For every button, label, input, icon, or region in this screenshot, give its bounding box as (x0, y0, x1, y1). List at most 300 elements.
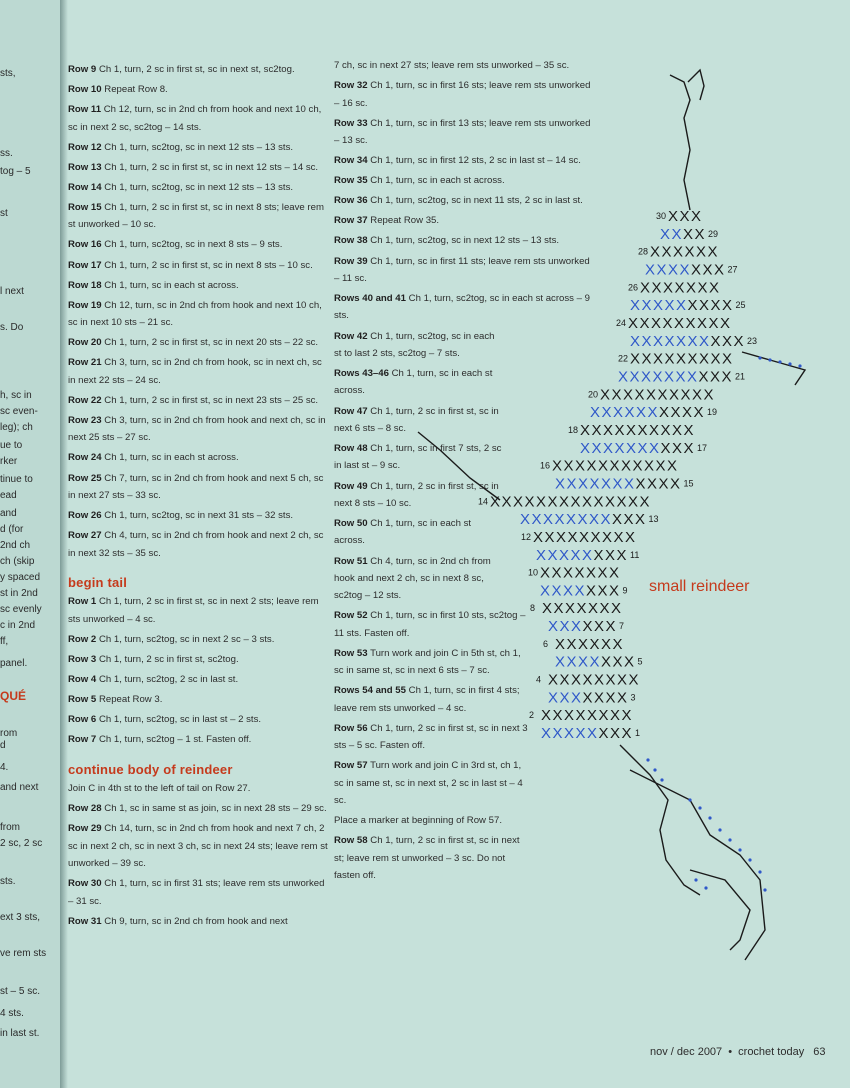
row-label: Row 9 (68, 64, 97, 75)
stitch-mark: X (623, 386, 634, 404)
stitch-mark: X (637, 421, 648, 439)
stitch-mark: X (601, 653, 612, 671)
prev-page-fragment: h, sc in (0, 390, 32, 401)
stitch-mark: X (664, 332, 675, 350)
stitch-mark: X (651, 315, 662, 333)
stitch-mark: X (578, 653, 589, 671)
stitch-mark: X (552, 725, 563, 742)
stitch-mark: X (591, 421, 602, 439)
stitch-mark: X (580, 421, 591, 439)
stitch-mark: X (714, 261, 725, 279)
chain-dot (748, 858, 751, 861)
stitch-mark: X (563, 457, 574, 475)
stitch-mark: X (722, 297, 733, 315)
chain-dot (768, 358, 771, 361)
row-label: Rows 40 and 41 (334, 293, 406, 305)
stitch-mark: X (618, 368, 629, 386)
row-text: Ch 1, turn, sc in first 7 sts, 2 sc in last st – 9 sc. (334, 443, 502, 472)
row-label: Row 11 (68, 104, 102, 116)
stitch-mark: X (628, 315, 639, 333)
prev-page-fragment: from (0, 822, 20, 833)
stitch-mark: X (531, 511, 542, 529)
stitch-mark: X (570, 546, 581, 564)
stitch-mark: X (611, 386, 622, 404)
stitch-mark: X (653, 297, 664, 315)
row-label: Row 3 (68, 653, 97, 665)
prev-page-fragment: rom (0, 728, 18, 739)
row-label: Row 47 (334, 405, 368, 417)
row-number-label: 4 (536, 674, 542, 685)
stitch-mark: X (582, 689, 593, 707)
stitch-mark: X (650, 243, 661, 261)
stitch-mark: X (605, 671, 616, 689)
row-text: Ch 1, turn, 2 sc in first st, sc in next st; leave rem st unworked – 3 sc. Do not fasten off. (334, 835, 520, 882)
stitch-mark: X (679, 261, 690, 279)
prev-page-fragment: d (0, 740, 6, 751)
stitch-mark: X (721, 368, 732, 386)
stitch-mark: X (644, 457, 655, 475)
row-number-label: 7 (619, 621, 625, 632)
row-number-label: 1 (635, 728, 641, 738)
stitch-mark: X (587, 725, 598, 742)
stitch-mark: X (682, 404, 693, 422)
row-text: Ch 1, turn, 2 sc in first st, sc in next 2 sts; leave rem sts unworked – 4 sc. (68, 596, 319, 625)
row-text: Ch 1, turn, sc in first 16 sts; leave rem sts unworked – 16 sc. (334, 80, 591, 109)
row-text: Ch 3, turn, sc in 2nd ch from hook and next ch, sc in next 25 sts – 27 sc. (68, 414, 326, 444)
magazine-name: crochet today (738, 1046, 805, 1058)
stitch-mark: X (605, 493, 616, 511)
stitch-mark: X (635, 511, 646, 529)
stitch-mark: X (663, 279, 674, 297)
row-label: Row 12 (68, 141, 102, 153)
chain-dot (758, 356, 761, 359)
row-text: Ch 1, turn, sc in first 31 sts; leave rem sts unworked – 31 sc. (68, 878, 325, 907)
stitch-mark: X (660, 421, 671, 439)
row-text: Ch 1, turn, 2 sc in first st, sc in next 20 sts – 22 sc. (104, 337, 319, 349)
stitch-mark: X (570, 493, 581, 511)
stitch-mark: X (566, 653, 577, 671)
row-text: Ch 1, turn, sc2tog, sc in next 12 sts – 13 sts. (370, 235, 560, 247)
prev-page-fragment: panel. (0, 658, 28, 669)
stitch-mark: X (685, 315, 696, 333)
stitch-mark: X (555, 475, 566, 493)
row-label: Row 52 (334, 610, 368, 622)
stitch-mark: X (601, 475, 612, 493)
stitch-mark: X (693, 404, 704, 422)
prev-page-fragment: 4 sts. (0, 1008, 24, 1019)
stitch-mark: X (673, 243, 684, 261)
stitch-mark: X (647, 404, 658, 422)
row-text: Ch 1, turn, sc in each st across. (334, 518, 472, 547)
row-label: Row 33 (334, 117, 368, 129)
chain-dot (758, 870, 761, 873)
leg-chain-3 (690, 870, 750, 950)
stitch-mark: X (635, 475, 646, 493)
stitch-mark: X (603, 421, 614, 439)
row-text: Ch 1, turn, sc2tog, sc in next 2 sc – 3 sts. (98, 633, 275, 645)
stitch-mark: X (605, 546, 616, 564)
stitch-mark: X (617, 671, 628, 689)
row-number-label: 15 (683, 478, 694, 489)
prev-page-fragment: ff, (0, 636, 9, 647)
row-number-label: 23 (747, 335, 758, 346)
row-text: Ch 7, turn, sc in 2nd ch from hook and next 5 ch, sc in next 27 sts – 33 sc. (68, 472, 324, 501)
stitch-mark: X (551, 582, 562, 600)
stitch-mark: X (605, 618, 616, 636)
row-label: Row 51 (334, 555, 368, 567)
stitch-mark: X (637, 439, 648, 457)
row-text: Ch 1, turn, sc in each st across. (370, 175, 505, 187)
row-label: Row 5 (68, 694, 97, 706)
stitch-mark: X (564, 707, 575, 725)
row-text: Ch 1, turn, sc2tog, sc in last st – 2 sts. (98, 714, 262, 726)
row-number-label: 9 (622, 585, 628, 596)
stitch-mark: X (628, 671, 639, 689)
stitch-mark: X (670, 404, 681, 422)
row-text: Ch 1, turn, sc in first 4 sts; leave rem sts unworked – 4 sc. (334, 685, 520, 714)
stitch-mark: X (656, 261, 667, 279)
stitch-mark: X (612, 475, 623, 493)
row-label: Row 37 (334, 215, 368, 227)
stitch-mark: X (577, 511, 588, 529)
prev-page-fragment: ss. (0, 148, 13, 159)
chain-dot (718, 828, 721, 831)
stitch-mark: X (626, 439, 637, 457)
prev-page-fragment: QUÉ (0, 689, 27, 703)
stitch-mark: X (571, 689, 582, 707)
chain-dot (798, 364, 801, 367)
row-text: Ch 1, turn, 2 sc in first st, sc2tog. (98, 653, 239, 665)
chain-dot (646, 758, 649, 761)
stitch-mark: X (555, 653, 566, 671)
stitch-mark: X (621, 457, 632, 475)
row-label: Row 34 (334, 155, 368, 167)
row-label: Row 21 (68, 357, 102, 369)
chain-dot (728, 838, 731, 841)
stitch-mark: X (540, 582, 551, 600)
row-label: Row 57 (334, 760, 368, 772)
prev-page-fragment: ve rem sts (0, 948, 47, 959)
stitch-mark: X (609, 564, 620, 582)
stitch-mark: X (630, 350, 641, 368)
row-text: Ch 1, turn, 2 sc in first st, sc in next 6 sts – 8 sc. (334, 405, 499, 434)
leg-chain-1 (620, 745, 700, 895)
stitch-mark: X (611, 600, 622, 618)
stitch-mark: X (664, 297, 675, 315)
row-number-label: 19 (707, 407, 718, 418)
row-number-label: 12 (521, 531, 532, 542)
row-text: Ch 4, turn, sc in 2nd ch from hook and next 2 ch, sc in next 32 sts – 35 sc. (68, 530, 324, 559)
row-text: Turn work and join C in 3rd st, ch 1, sc in same st, sc in next st, 2 sc in last st – 4 sc. (334, 760, 523, 807)
chain-dot (653, 768, 656, 771)
row-label: Row 49 (334, 480, 368, 492)
stitch-mark: X (647, 475, 658, 493)
row-text: Ch 1, turn, sc2tog, 2 sc in last st. (98, 674, 239, 686)
prev-page-fragment: in last st. (0, 1028, 40, 1039)
prev-page-fragment: tog – 5 (0, 166, 31, 177)
row-text: Ch 1, turn, 2 sc in first st, sc in next 8 sts – 10 sc. (334, 480, 499, 509)
row-label: Row 58 (334, 835, 368, 847)
row-text: Ch 9, turn, sc in 2nd ch from hook and next (104, 915, 288, 927)
row-label: Row 4 (68, 674, 97, 686)
stitch-mark: X (490, 493, 501, 511)
row-number-label: 18 (568, 424, 579, 435)
stitch-mark: X (670, 475, 681, 493)
row-text: Ch 1, sc in same st as join, sc in next 28 sts – 29 sc. (104, 803, 327, 815)
stitch-mark: X (672, 421, 683, 439)
stitch-mark: X (668, 261, 679, 279)
row-text: Ch 1, turn, sc2tog, sc in each st to last 2 sts, sc2tog – 7 sts. (334, 330, 495, 359)
stitch-mark: X (649, 421, 660, 439)
stitch-mark: X (640, 279, 651, 297)
stitch-mark: X (540, 564, 551, 582)
stitch-mark: X (674, 279, 685, 297)
stitch-mark: X (575, 457, 586, 475)
stitch-mark: X (668, 208, 679, 226)
row-label: Row 20 (68, 337, 102, 349)
stitch-mark: X (552, 707, 563, 725)
row-text: Turn work and join C in 5th st, ch 1, sc in same st, sc in next 6 sts – 7 sc. (334, 647, 521, 677)
stitch-mark: X (614, 421, 625, 439)
stitch-mark: X (589, 511, 600, 529)
stitch-mark: X (707, 243, 718, 261)
stitch-mark: X (578, 635, 589, 653)
stitch-mark: X (698, 368, 709, 386)
row-label: Row 10 (68, 84, 102, 96)
chain-dot (660, 778, 663, 781)
stitch-mark: X (694, 225, 705, 243)
stitch-mark: X (660, 439, 671, 457)
stitch-mark: X (652, 368, 663, 386)
stitch-mark: X (621, 725, 632, 742)
stitch-mark: X (578, 475, 589, 493)
stitch-mark: X (691, 208, 702, 226)
chain-dot (688, 798, 691, 801)
body-heading: continue body of reindeer (68, 761, 233, 777)
row-text: Ch 3, turn, sc in 2nd ch from hook, sc in next ch, sc in next 22 sts – 24 sc. (68, 357, 322, 386)
stitch-mark: X (661, 243, 672, 261)
row-number-label: 11 (630, 549, 640, 560)
stitch-mark: X (536, 493, 547, 511)
row-label: Row 42 (334, 330, 368, 342)
stitch-mark: X (591, 439, 602, 457)
stitch-mark: X (669, 386, 680, 404)
row-text: Ch 1, turn, sc2tog, sc in next 31 sts – 32 sts. (104, 510, 294, 522)
stitch-mark: X (645, 261, 656, 279)
row-label: Row 23 (68, 414, 102, 426)
stitch-mark: X (699, 297, 710, 315)
row-number-label: 28 (638, 246, 649, 257)
stitch-mark: X (566, 635, 577, 653)
row-label: Rows 54 and 55 (334, 685, 406, 697)
stitch-mark: X (597, 564, 608, 582)
stitch-mark: X (675, 368, 686, 386)
stitch-mark: X (594, 671, 605, 689)
footer-bullet: • (728, 1046, 733, 1058)
stitch-mark: X (571, 671, 582, 689)
stitch-mark: X (599, 600, 610, 618)
prev-page-fragment: 2nd ch (0, 540, 31, 551)
stitch-mark: X (598, 707, 609, 725)
stitch-mark: X (679, 208, 690, 226)
row-label: Row 30 (68, 878, 102, 890)
prev-page-fragment: 2 sc, 2 sc (0, 838, 43, 849)
row-label: Row 15 (68, 201, 102, 213)
stitch-mark: X (609, 457, 620, 475)
stitch-mark: X (639, 315, 650, 333)
row-label: Row 35 (334, 175, 368, 187)
stitch-mark: X (616, 493, 627, 511)
chain-dot (763, 888, 766, 891)
row-text: Ch 1, turn, sc in each st across. (334, 368, 493, 397)
row-label: Row 50 (334, 518, 368, 530)
prev-page-fragment: and next (0, 782, 39, 793)
stitch-mark: X (629, 368, 640, 386)
stitch-mark: X (632, 457, 643, 475)
row-label: Row 25 (68, 472, 102, 484)
prev-page-fragment: rker (0, 456, 18, 467)
stitch-mark: X (710, 368, 721, 386)
stitch-mark: X (551, 564, 562, 582)
row-label: Row 2 (68, 633, 97, 645)
row-label: Row 48 (334, 443, 368, 455)
prev-page-fragment: d (for (0, 524, 24, 535)
row-label: Row 19 (68, 299, 102, 311)
row-text: Ch 1, turn, sc2tog, sc in next 12 sts – 13 sts. (104, 141, 294, 153)
row-label: Row 26 (68, 510, 102, 522)
stitch-mark: X (590, 528, 601, 546)
prev-page-fragment: st – 5 sc. (0, 986, 41, 997)
row-number-label: 22 (618, 353, 629, 364)
stitch-mark: X (541, 725, 552, 742)
stitch-mark: X (602, 528, 613, 546)
stitch-mark: X (624, 404, 635, 422)
row-number-label: 3 (630, 692, 636, 703)
stitch-mark: X (722, 332, 733, 350)
stitch-mark: X (586, 582, 597, 600)
stitch-mark: X (542, 600, 553, 618)
stitch-mark: X (623, 511, 634, 529)
stitch-mark: X (589, 653, 600, 671)
stitch-mark: X (571, 618, 582, 636)
row-number-label: 25 (735, 300, 746, 311)
chain-dot (738, 848, 741, 851)
stitch-mark: X (621, 707, 632, 725)
row-label: Row 38 (334, 235, 368, 247)
stitch-mark: X (563, 564, 574, 582)
stitch-mark: X (582, 671, 593, 689)
stitch-mark: X (541, 707, 552, 725)
stitch-mark: X (601, 404, 612, 422)
chart-title: small reindeer (649, 578, 750, 595)
stitch-mark: X (684, 243, 695, 261)
stitch-mark: X (699, 350, 710, 368)
row-text: Ch 12, turn, sc in 2nd ch from hook and next 10 ch, sc in next 10 sts – 21 sc. (68, 299, 322, 329)
stitch-mark: X (676, 297, 687, 315)
stitch-mark: X (576, 600, 587, 618)
stitch-mark: X (720, 315, 731, 333)
stitch-mark: X (543, 511, 554, 529)
row-text: Ch 1, turn, 2 sc in first st, sc in next 12 sts – 14 sc. (104, 161, 319, 173)
stitch-mark: X (579, 528, 590, 546)
stitch-mark: X (563, 582, 574, 600)
stitch-mark: X (676, 350, 687, 368)
stitch-mark: X (692, 386, 703, 404)
chain-dot (698, 806, 701, 809)
stitch-mark: X (639, 493, 650, 511)
prev-page-fragment: leg); ch (0, 422, 33, 433)
stitch-mark: X (641, 368, 652, 386)
stitch-mark: X (664, 368, 675, 386)
stitch-mark: X (651, 279, 662, 297)
stitch-mark: X (616, 546, 627, 564)
prev-page-fragment: sc evenly (0, 604, 42, 615)
row-text: Ch 1, turn, 2 sc in first st, sc in next 8 sts – 10 sc. (104, 259, 313, 271)
row-text: Ch 1, turn, sc in first 12 sts, 2 sc in last st – 14 sc. (370, 155, 581, 167)
stitch-mark: X (574, 564, 585, 582)
chain-dot (778, 360, 781, 363)
row-text: Ch 12, turn, sc in 2nd ch from hook and next 10 ch, sc in next 2 sc, sc2tog – 14 sts. (68, 104, 322, 133)
stitch-mark: X (687, 332, 698, 350)
stitch-mark: X (674, 315, 685, 333)
row-number-label: 30 (656, 211, 667, 222)
stitch-mark: X (548, 618, 559, 636)
prev-page-fragment: sc even- (0, 406, 38, 417)
row-label: Row 6 (68, 714, 97, 726)
stitch-mark: X (594, 618, 605, 636)
stitch-mark: X (597, 582, 608, 600)
row-text: Ch 1, turn, sc in each st across. (104, 279, 239, 291)
stitch-mark: X (603, 439, 614, 457)
row-number-label: 14 (478, 496, 489, 507)
stitch-mark: X (547, 546, 558, 564)
row-text: Ch 1, turn, 2 sc in first st, sc in next 23 sts – 25 sc. (104, 394, 319, 406)
row-number-label: 6 (543, 638, 549, 649)
stitch-mark: X (552, 457, 563, 475)
row-label: Row 17 (68, 259, 102, 271)
stitch-mark: X (548, 671, 559, 689)
stitch-mark: X (589, 475, 600, 493)
stitch-mark: X (634, 386, 645, 404)
stitch-mark: X (617, 689, 628, 707)
row-text: Ch 14, turn, sc in 2nd ch from hook and next 7 ch, 2 sc in next 2 ch, sc in next 3 ch, sc in next 24 sts; leave rem st unworked – 39 sc. (68, 823, 328, 870)
stitch-mark: X (672, 439, 683, 457)
row-label: Row 24 (68, 452, 102, 464)
row-number-label: 29 (708, 228, 719, 239)
stitch-mark: X (630, 332, 641, 350)
row-label: Row 53 (334, 647, 368, 659)
stitch-mark: X (567, 528, 578, 546)
stitch-mark: X (548, 689, 559, 707)
row-label: Row 1 (68, 596, 97, 608)
stitch-mark: X (598, 457, 609, 475)
page-number: 63 (813, 1046, 826, 1058)
prev-page-fragment: tinue to (0, 474, 33, 485)
stitch-mark: X (722, 350, 733, 368)
stitch-mark: X (586, 457, 597, 475)
row-number-label: 16 (540, 460, 551, 471)
stitch-mark: X (683, 421, 694, 439)
row-number-label: 17 (697, 442, 708, 453)
prev-page-fragment: y spaced (0, 572, 41, 583)
stitch-mark: X (609, 582, 620, 600)
stitch-mark: X (582, 546, 593, 564)
row-number-label: 10 (528, 567, 539, 578)
stitch-mark: X (703, 386, 714, 404)
stitch-mark: X (588, 600, 599, 618)
stitch-mark: X (565, 600, 576, 618)
row-number-label: 2 (529, 710, 535, 721)
